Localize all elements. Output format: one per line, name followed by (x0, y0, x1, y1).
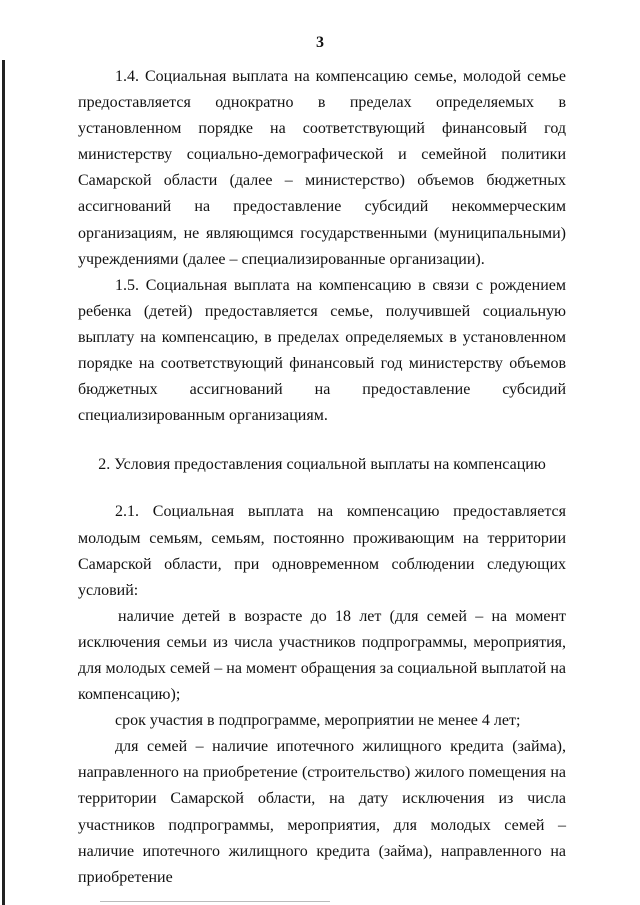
condition-term: срок участия в подпрограмме, мероприятии не менее 4 лет; (115, 712, 521, 730)
page-number: 3 (316, 34, 324, 51)
document-body (78, 64, 566, 891)
bottom-rule (100, 901, 330, 902)
scan-edge-bar (2, 60, 5, 905)
spacer (78, 429, 566, 452)
paragraph-1-4: 1.4. Социальная выплата на компенсацию семье, молодой семье предоставляется однократно в пределах определяемых в установленном порядке на соответствующий финансовый год министерству социально-демографической и семейной политики Самарской области (далее – министерство) объемов бюджетных ассигнований на предоставление субсидий некоммерческим организациям, не являющимся государственными (муниципальными) учреждениями (далее – специализированные организации). (78, 68, 566, 268)
paragraph-2-1: 2.1. Социальная выплата на компенсацию предоставляется молодым семьям, семьям, постоянно проживающим на территории Самарской области, при одновременном соблюдении следующих условий: (78, 503, 566, 599)
spacer (78, 478, 566, 499)
section-heading: 2. Условия предоставления социальной выплаты на компенсацию (98, 456, 546, 474)
paragraph-1-5: 1.5. Социальная выплата на компенсацию в связи с рождением ребенка (детей) предоставляется семье, получившей социальную выплату на компенсацию, в пределах определяемых в установленном порядке на соответствующий финансовый год министерству объемов бюджетных ассигнований на предоставление субсидий специализированным организациям. (78, 276, 566, 425)
condition-mortgage: для семей – наличие ипотечного жилищного кредита (займа), направленного на приобретение (строительство) жилого помещения на территории Самарской области, на дату исключения из числа участников подпрограммы, мероприятия, для молодых семей – наличие ипотечного жилищного кредита (займа), направленного на приобретение (78, 738, 566, 886)
condition-children: наличие детей в возрасте до 18 лет (для семей – на момент исключения семьи из числа участников подпрограммы, мероприятия, для молодых семей – на момент обращения за социальной выплатой на компенсацию); (78, 607, 566, 704)
